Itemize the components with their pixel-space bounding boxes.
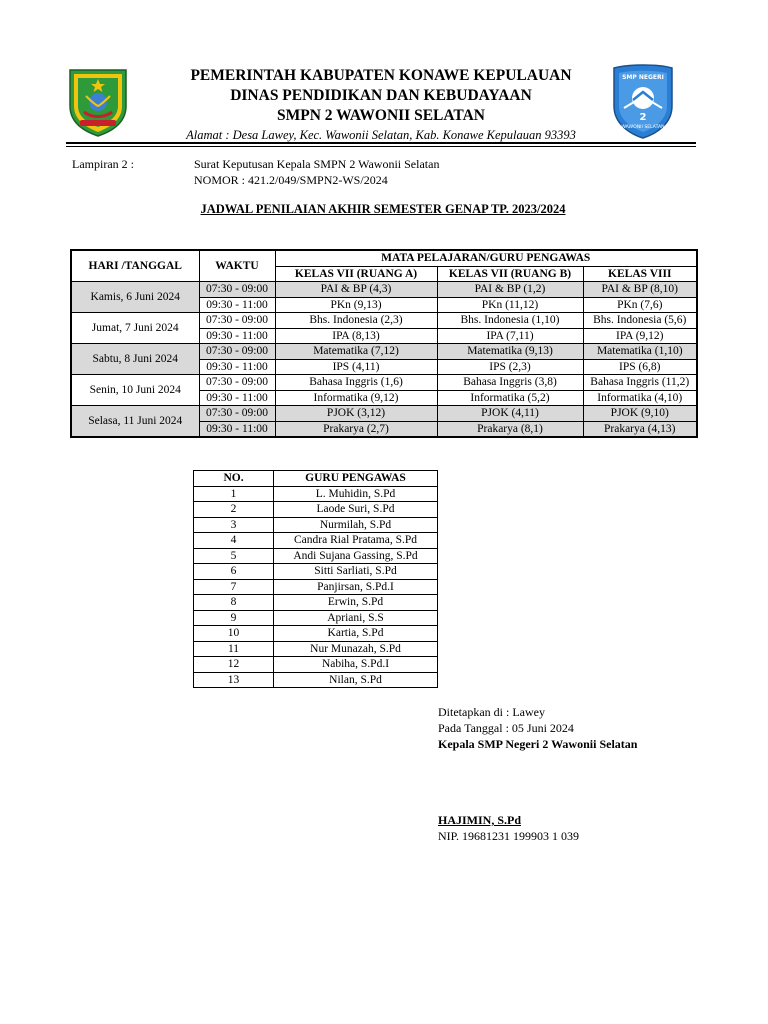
supervisor-no: 5 bbox=[194, 548, 274, 564]
document-title: JADWAL PENILAIAN AKHIR SEMESTER GENAP TP. 2023/2024 bbox=[200, 202, 566, 216]
supervisor-no: 3 bbox=[194, 517, 274, 533]
supervisor-no: 13 bbox=[194, 672, 274, 688]
subject-cell: Bhs. Indonesia (2,3) bbox=[275, 313, 437, 329]
table-row bbox=[194, 533, 438, 549]
letterhead bbox=[150, 66, 612, 144]
letterhead-government: PEMERINTAH KABUPATEN KONAWE KEPULAUAN bbox=[190, 67, 572, 84]
subject-cell: IPA (9,12) bbox=[583, 328, 697, 344]
supervisor-no: 11 bbox=[194, 641, 274, 657]
subject-cell: PJOK (4,11) bbox=[437, 406, 583, 422]
subject-cell: Prakarya (4,13) bbox=[583, 421, 697, 437]
signature-date: Pada Tanggal : 05 Juni 2024 bbox=[438, 721, 574, 735]
subject-cell: PAI & BP (4,3) bbox=[275, 282, 437, 298]
header-class-b: KELAS VII (RUANG B) bbox=[437, 266, 583, 282]
header-class-a: KELAS VII (RUANG A) bbox=[275, 266, 437, 282]
subject-cell: IPS (4,11) bbox=[275, 359, 437, 375]
supervisor-name: Panjirsan, S.Pd.I bbox=[274, 579, 438, 595]
supervisor-name: Andi Sujana Gassing, S.Pd bbox=[274, 548, 438, 564]
table-row bbox=[194, 564, 438, 580]
signature-block bbox=[438, 704, 637, 752]
subject-cell: Bahasa Inggris (1,6) bbox=[275, 375, 437, 391]
table-row bbox=[71, 344, 697, 360]
subject-cell: PJOK (3,12) bbox=[275, 406, 437, 422]
time-cell: 07:30 - 09:00 bbox=[199, 406, 275, 422]
lampiran-reference bbox=[194, 156, 439, 188]
letterhead-department: DINAS PENDIDIKAN DAN KEBUDAYAAN bbox=[230, 87, 532, 104]
table-row bbox=[194, 672, 438, 688]
subject-cell: Matematika (7,12) bbox=[275, 344, 437, 360]
letterhead-school: SMPN 2 WAWONII SELATAN bbox=[277, 107, 485, 124]
table-row bbox=[194, 548, 438, 564]
day-cell: Selasa, 11 Juni 2024 bbox=[71, 406, 199, 438]
subject-cell: Matematika (9,13) bbox=[437, 344, 583, 360]
subject-cell: IPS (2,3) bbox=[437, 359, 583, 375]
subject-cell: PKn (7,6) bbox=[583, 297, 697, 313]
table-row bbox=[194, 595, 438, 611]
subject-cell: PJOK (9,10) bbox=[583, 406, 697, 422]
day-cell: Senin, 10 Juni 2024 bbox=[71, 375, 199, 406]
school-emblem-number: 2 bbox=[639, 112, 647, 123]
subject-cell: Informatika (9,12) bbox=[275, 390, 437, 406]
subject-cell: IPA (7,11) bbox=[437, 328, 583, 344]
supervisor-name: Apriani, S.S bbox=[274, 610, 438, 626]
supervisor-table bbox=[193, 470, 438, 688]
supervisor-name: Nurmilah, S.Pd bbox=[274, 517, 438, 533]
signer bbox=[438, 812, 579, 844]
supervisor-name: L. Muhidin, S.Pd bbox=[274, 486, 438, 502]
subject-cell: PKn (11,12) bbox=[437, 297, 583, 313]
day-cell: Jumat, 7 Juni 2024 bbox=[71, 313, 199, 344]
supervisor-no: 12 bbox=[194, 657, 274, 673]
time-cell: 09:30 - 11:00 bbox=[199, 328, 275, 344]
table-row bbox=[194, 579, 438, 595]
header-time: WAKTU bbox=[199, 250, 275, 282]
supervisor-name: Kartia, S.Pd bbox=[274, 626, 438, 642]
subject-cell: Bhs. Indonesia (1,10) bbox=[437, 313, 583, 329]
table-row bbox=[194, 502, 438, 518]
supervisor-name: Erwin, S.Pd bbox=[274, 595, 438, 611]
subject-cell: Bahasa Inggris (11,2) bbox=[583, 375, 697, 391]
school-emblem-icon bbox=[610, 62, 676, 140]
supervisor-no: 7 bbox=[194, 579, 274, 595]
signature-position: Kepala SMP Negeri 2 Wawonii Selatan bbox=[438, 737, 638, 751]
subject-cell: IPA (8,13) bbox=[275, 328, 437, 344]
supervisor-name: Nilan, S.Pd bbox=[274, 672, 438, 688]
subject-cell: Prakarya (8,1) bbox=[437, 421, 583, 437]
header-day: HARI /TANGGAL bbox=[71, 250, 199, 282]
supervisor-no: 2 bbox=[194, 502, 274, 518]
supervisor-name: Laode Suri, S.Pd bbox=[274, 502, 438, 518]
time-cell: 09:30 - 11:00 bbox=[199, 421, 275, 437]
subject-cell: Informatika (5,2) bbox=[437, 390, 583, 406]
subject-cell: Bahasa Inggris (3,8) bbox=[437, 375, 583, 391]
table-row bbox=[194, 486, 438, 502]
supervisor-name: Nabiha, S.Pd.I bbox=[274, 657, 438, 673]
header-no: NO. bbox=[194, 471, 274, 487]
lampiran-decree: Surat Keputusan Kepala SMPN 2 Wawonii Selatan bbox=[194, 157, 440, 171]
letterhead-rule-thin bbox=[66, 146, 696, 147]
regency-emblem-icon bbox=[66, 66, 130, 138]
letterhead-address: Alamat : Desa Lawey, Kec. Wawonii Selatan, Kab. Konawe Kepulauan 93393 bbox=[186, 128, 576, 142]
table-row bbox=[71, 375, 697, 391]
time-cell: 07:30 - 09:00 bbox=[199, 375, 275, 391]
table-row bbox=[194, 641, 438, 657]
school-emblem-bottom-text: WAWONII SELATAN bbox=[621, 125, 665, 130]
table-row bbox=[71, 282, 697, 298]
subject-cell: Bhs. Indonesia (5,6) bbox=[583, 313, 697, 329]
subject-cell: PAI & BP (1,2) bbox=[437, 282, 583, 298]
day-cell: Kamis, 6 Juni 2024 bbox=[71, 282, 199, 313]
supervisor-no: 8 bbox=[194, 595, 274, 611]
signer-nip: NIP. 19681231 199903 1 039 bbox=[438, 829, 580, 843]
day-cell: Sabtu, 8 Juni 2024 bbox=[71, 344, 199, 375]
subject-cell: Informatika (4,10) bbox=[583, 390, 697, 406]
supervisor-no: 6 bbox=[194, 564, 274, 580]
signer-name: HAJIMIN, S.Pd bbox=[438, 813, 522, 827]
time-cell: 07:30 - 09:00 bbox=[199, 313, 275, 329]
table-row bbox=[194, 610, 438, 626]
supervisor-no: 9 bbox=[194, 610, 274, 626]
table-row bbox=[194, 517, 438, 533]
subject-cell: Matematika (1,10) bbox=[583, 344, 697, 360]
header-class-c: KELAS VIII bbox=[583, 266, 697, 282]
lampiran-number: NOMOR : 421.2/049/SMPN2-WS/2024 bbox=[194, 173, 388, 187]
table-row bbox=[194, 657, 438, 673]
subject-cell: PAI & BP (8,10) bbox=[583, 282, 697, 298]
subject-cell: IPS (6,8) bbox=[583, 359, 697, 375]
header-subject: MATA PELAJARAN/GURU PENGAWAS bbox=[275, 250, 697, 266]
school-emblem-top-text: SMP NEGERI bbox=[622, 74, 664, 81]
time-cell: 09:30 - 11:00 bbox=[199, 390, 275, 406]
table-row bbox=[71, 406, 697, 422]
lampiran-label: Lampiran 2 : bbox=[72, 157, 134, 171]
signature-place: Ditetapkan di : Lawey bbox=[438, 705, 545, 719]
supervisor-name: Sitti Sarliati, S.Pd bbox=[274, 564, 438, 580]
letterhead-rule bbox=[66, 142, 696, 144]
subject-cell: PKn (9,13) bbox=[275, 297, 437, 313]
table-row bbox=[194, 626, 438, 642]
time-cell: 09:30 - 11:00 bbox=[199, 359, 275, 375]
supervisor-no: 10 bbox=[194, 626, 274, 642]
table-row bbox=[71, 313, 697, 329]
exam-schedule-table bbox=[70, 249, 698, 438]
time-cell: 07:30 - 09:00 bbox=[199, 282, 275, 298]
supervisor-no: 4 bbox=[194, 533, 274, 549]
supervisor-name: Candra Rial Pratama, S.Pd bbox=[274, 533, 438, 549]
time-cell: 09:30 - 11:00 bbox=[199, 297, 275, 313]
subject-cell: Prakarya (2,7) bbox=[275, 421, 437, 437]
supervisor-name: Nur Munazah, S.Pd bbox=[274, 641, 438, 657]
supervisor-no: 1 bbox=[194, 486, 274, 502]
time-cell: 07:30 - 09:00 bbox=[199, 344, 275, 360]
header-supervisor: GURU PENGAWAS bbox=[274, 471, 438, 487]
